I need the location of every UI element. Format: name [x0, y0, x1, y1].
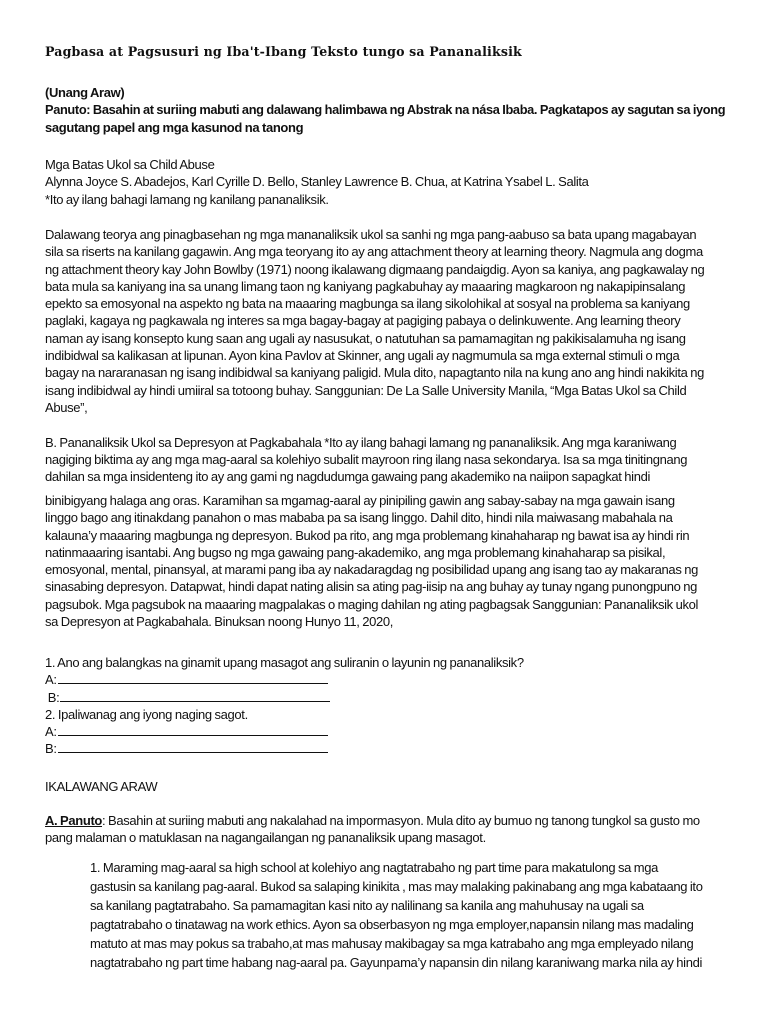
item-line: sa kanilang pagtatrabaho. Sa pamamagitan kasi nito ay nalilinang sa kanila ang mahuhusay na ugali sa — [90, 898, 644, 913]
list-item — [90, 858, 720, 991]
body-line: binibigyang halaga ang oras. Karamihan sa mgamag-aaral ay pinipiling gawin ang sabay-sabay na mga gawain isang — [45, 493, 675, 508]
body-line: isang indibidwal ay hindi umiiral sa totoong buhay. Sanggunian: De La Salle University Manila, “Mga Batas Ukol sa Child — [45, 382, 687, 398]
body-line: bata mula sa kaniyang ina sa unang limang taon ng kaniyang pagkabuhay ay maaaring magkaroon ng nakapipinsalang — [45, 278, 686, 294]
day-one-instruction-line-2: sagutang papel ang mga kasunod na tanong — [45, 119, 304, 135]
body-line: linggo bago ang itinakdang panahon o mas mababa pa sa isang linggo. Dahil dito, hindi nila maiwasang mabahala na — [45, 510, 673, 526]
question-1: 1. Ano ang balangkas na ginamit upang masagot ang suliranin o layunin ng pananaliksik? — [45, 655, 524, 670]
answer-blank[interactable] — [60, 689, 330, 702]
question-2: 2. Ipaliwanag ang iyong naging sagot. — [45, 706, 248, 722]
body-line — [45, 630, 725, 647]
body-line: bagay na nararanasan ng isang indibidwal sa kaniyang paligid. Mula dito, napagtanto nila na kung ano ang hindi nakikita ng — [45, 365, 704, 381]
body-line: dahilan sa mga insidenteng ito ay ang gami ng nagdudumga gawaing pang akademiko na naiipon sapagkat hindi — [45, 469, 650, 485]
body-line: natinmaaaring isantabi. Ang bugso ng mga gawaing pang-akademiko, ang mga problemang kinahaharap sa pisikal, — [45, 544, 666, 560]
day-two-instruction-label: A. Panuto — [45, 813, 103, 828]
day-one-instruction-line-1: Panuto: Basahin at suriing mabuti ang dalawang halimbawa ng Abstrak na nása Ibaba. Pagkatapos ay sagutan sa iyong — [45, 102, 726, 118]
body-line: kalauna’y maaaring magbunga ng depresyon. Bukod pa rito, ang mga problemang kinahaharap ng bawat isa ay hindi rin — [45, 527, 690, 543]
body-line: nagiging biktima ay ang mga mag-aaral sa kolehiyo subalit mayroon ring ilang nasa sekondarya. Isa sa mga tinitingnang — [45, 451, 688, 467]
body-line — [45, 416, 725, 433]
abstract-a-authors: Alynna Joyce S. Abadejos, Karl Cyrille D. Bello, Stanley Lawrence B. Chua, at Katrina Ysabel L. Salita — [45, 174, 589, 190]
abstract-a-note: *Ito ay ilang bahagi lamang ng kanilang pananaliksik. — [45, 191, 329, 207]
answer-b-2[interactable]: B: — [45, 740, 725, 757]
abstract-a-body — [45, 226, 725, 485]
answer-blank[interactable] — [58, 723, 328, 736]
questions-section — [45, 654, 725, 758]
item-line: 1. Maraming mag-aaral sa high school at kolehiyo ang nagtatrabaho ng part time para makatulong sa mga — [90, 860, 659, 875]
body-line: epekto sa emosyonal na aspekto ng bata na maaaring magbunga sa ilang sikolohikal at sosyal na problema sa kaniyang — [45, 296, 690, 312]
body-line: B. Pananaliksik Ukol sa Depresyon at Pagkabahala *Ito ay ilang bahagi lamang ng pananaliksik. Ang mga karaniwang — [45, 434, 677, 450]
body-line: sila sa riserts na kanilang gagawin. Ang mga teoryang ito ay ang attachment theory at learning theory. Nagmula ang dogma — [45, 244, 703, 260]
day-one-section — [45, 84, 725, 136]
body-line: emosyonal, mental, pinansyal, at marami pang iba ay nakadaragdag ng posibilidad upang ang isang tao ay makaranas ng — [45, 562, 698, 578]
body-line: Abuse”, — [45, 399, 88, 415]
item-line: pagtatrabaho o tinatawag na work ethics. Ayon sa obserbasyon ng mga employer,napansin nilang mas madaling — [90, 917, 694, 932]
day-two-heading-block — [45, 778, 725, 795]
day-two-heading: IKALAWANG ARAW — [45, 779, 158, 794]
body-line: sinasabing depresyon. Datapwat, hindi dapat nating alisin sa ating pag-iisip na ang buhay ay tunay ngang punongpuno ng — [45, 579, 697, 595]
day-two-instruction: A. Panuto: Basahin at suriing mabuti ang nakalahad na impormasyon. Mula dito ay bumuo ng tanong tungkol sa gusto mo pang malaman o matuklasan na nagangailangan ng pananaliksik upang masagot. — [45, 812, 725, 847]
item-line: nagtatrabaho ng part time habang nag-aaral pa. Gayunpama’y napansin din nilang karaniwang marka nila ay hindi — [90, 955, 703, 970]
body-line: pagsubok. Mga pagsubok na maaaring magpalakas o maging dahilan ng ating pagbagsak Sanggunian: Pananaliksik ukol — [45, 596, 699, 612]
body-line: ng attachment theory kay John Bowlby (1971) noong ikalawang digmaang pandaigdig. Ayon sa kaniya, ang pagkawalay ng — [45, 261, 705, 277]
abstract-a-title: Mga Batas Ukol sa Child Abuse — [45, 157, 215, 172]
body-line: sa Depresyon at Pagkabahala. Binuksan noong Hunyo 11, 2020, — [45, 614, 394, 630]
answer-blank[interactable] — [58, 671, 328, 684]
body-line: Dalawang teorya ang pinagbasehan ng mga mananaliksik ukol sa sanhi ng mga pang-aabuso sa bata upang magabayan — [45, 227, 697, 242]
document-title: Pagbasa at Pagsusuri ng Iba't-Ibang Teksto tungo sa Pananaliksik — [45, 44, 522, 59]
answer-a-1[interactable]: A: — [45, 671, 725, 688]
day-one-heading: (Unang Araw) — [45, 85, 125, 100]
item-line: gastusin sa kanilang pag-aaral. Bukod sa salaping kinikita , mas may malaking pakinabang ang mga kabataang ito — [90, 879, 703, 894]
body-line: naman ay isang konsepto kung saan ang ugali ay nasusukat, o natutuhan sa pamamagitan ng pakikisalamuha ng isang — [45, 330, 686, 346]
body-line: paglaki, kagaya ng pagkawala ng interes sa mga bagay-bagay at pagiging pabaya o delinkuwente. Ang learning theory — [45, 313, 681, 329]
body-line: indibidwal sa kalikasan at lipunan. Ayon kina Pavlov at Skinner, ang ugali ay nagmumula sa mga external stimuli o mga — [45, 348, 680, 364]
abstract-a-header — [45, 156, 725, 208]
answer-b-1[interactable]: B: — [45, 689, 725, 706]
day-two-instruction-line-2: pang malaman o matuklasan na nagangailangan ng pananaliksik upang masagot. — [45, 830, 486, 846]
item-line: matuto at mas may pokus sa trabaho,at mas mahusay makibagay sa mga katrabaho ang mga empleyado nilang — [90, 936, 694, 951]
answer-a-2[interactable]: A: — [45, 723, 725, 740]
answer-blank[interactable] — [58, 740, 328, 753]
item-line — [90, 972, 720, 991]
